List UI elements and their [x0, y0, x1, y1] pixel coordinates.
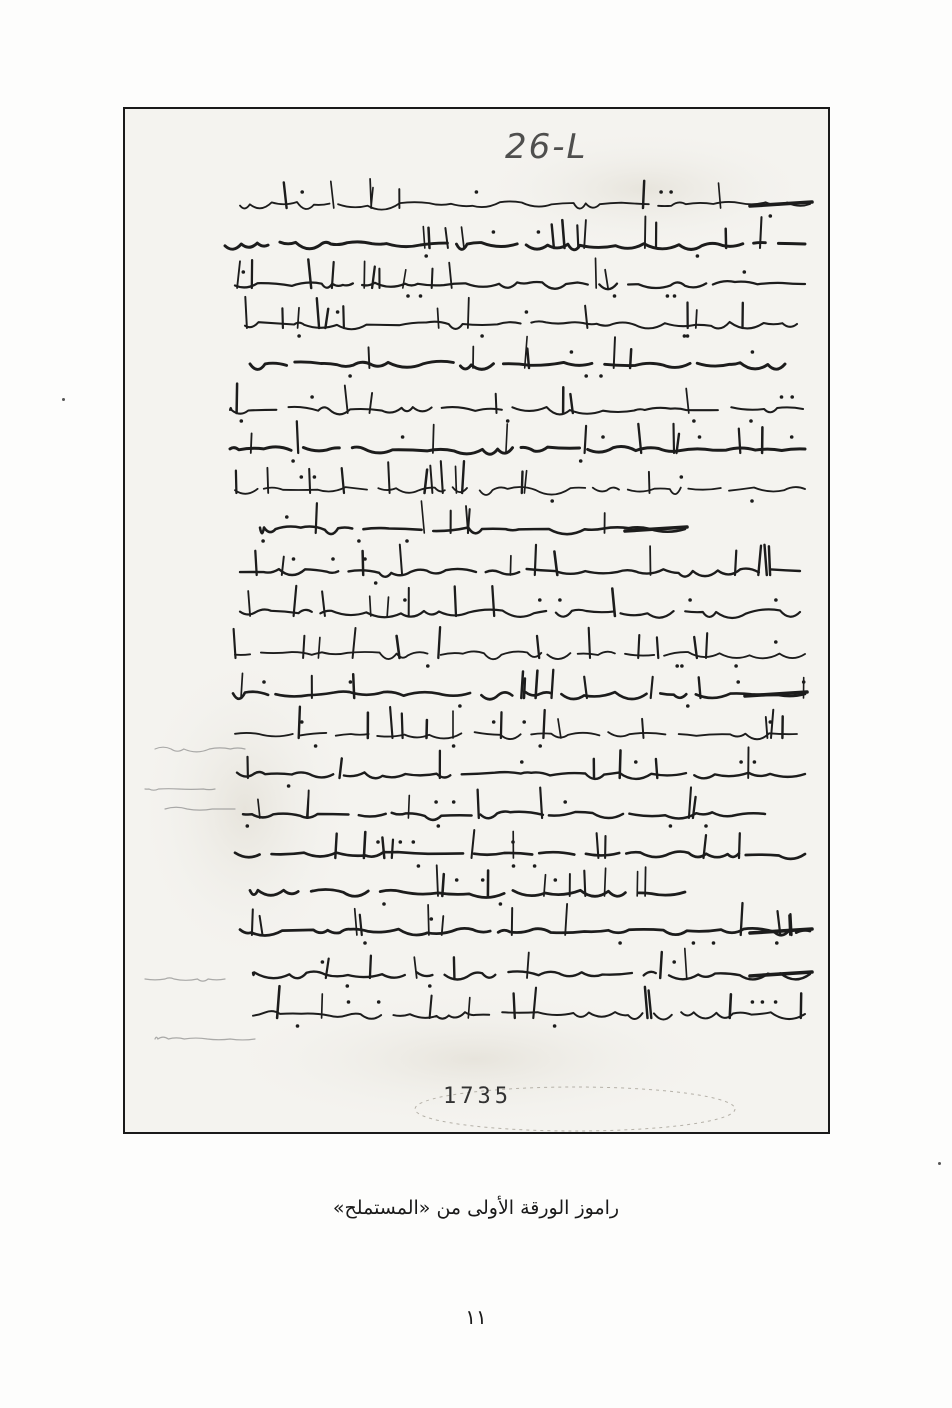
handwriting-dot — [618, 941, 622, 945]
handwriting-dot — [363, 557, 367, 561]
handwriting-dot — [455, 878, 459, 882]
handwriting-dot — [310, 395, 314, 399]
handwriting-stroke — [589, 628, 590, 658]
handwriting-stroke — [645, 217, 646, 249]
handwriting-stroke — [454, 957, 455, 978]
handwriting-dot — [750, 499, 754, 503]
handwriting-stroke — [642, 719, 643, 738]
handwriting-dot — [426, 664, 430, 668]
handwriting-stroke — [237, 384, 238, 413]
handwriting-dot — [686, 334, 690, 338]
handwriting-stroke — [252, 909, 253, 935]
handwriting-dot — [570, 350, 574, 354]
handwriting-stroke — [437, 865, 438, 896]
handwriting-dot — [348, 374, 352, 378]
handwriting-dot — [492, 230, 496, 234]
handwriting-dot — [313, 475, 317, 479]
handwriting-dot — [285, 515, 289, 519]
handwriting-dot — [802, 680, 806, 684]
handwriting-stroke — [468, 298, 469, 328]
handwriting-dot — [634, 760, 638, 764]
handwriting-dot — [749, 419, 753, 423]
handwriting-dot — [437, 824, 441, 828]
handwriting-dot — [554, 878, 558, 882]
handwriting-dot — [525, 310, 529, 314]
handwriting-dot — [558, 598, 562, 602]
handwriting-stroke — [364, 832, 365, 858]
handwriting-stroke — [769, 546, 770, 575]
handwriting-dot — [774, 1000, 778, 1004]
handwriting-stroke — [585, 426, 587, 453]
handwriting-dot — [696, 254, 700, 258]
handwriting-dot — [291, 459, 295, 463]
handwriting-dot — [382, 902, 386, 906]
handwriting-dot — [769, 214, 773, 218]
handwriting-stroke — [408, 795, 409, 818]
handwriting-dot — [300, 720, 304, 724]
handwriting-dot — [292, 557, 296, 561]
handwriting-stroke — [696, 310, 697, 328]
handwriting-stroke — [428, 905, 429, 935]
handwriting-stroke — [521, 672, 523, 699]
handwriting-dot — [511, 840, 515, 844]
handwriting-dot — [458, 704, 462, 708]
handwriting-stroke — [303, 636, 304, 658]
handwriting-dot — [775, 941, 779, 945]
handwriting-stroke — [510, 556, 511, 575]
handwriting-stroke — [739, 833, 740, 858]
handwriting-stroke — [535, 545, 536, 575]
figure-caption: راموز الورقة الأولى من «المستملح» — [332, 1197, 620, 1219]
handwriting-stroke — [282, 308, 283, 328]
handwriting-stroke — [353, 674, 354, 698]
handwriting-dot — [506, 419, 510, 423]
handwriting-dot — [512, 864, 516, 868]
handwriting-dot — [376, 840, 380, 844]
handwriting-stroke — [236, 471, 237, 493]
handwriting-dot — [686, 704, 690, 708]
handwriting-dot — [492, 720, 496, 724]
handwriting-dot — [673, 294, 677, 298]
handwriting-dot — [403, 598, 407, 602]
handwriting-stroke — [370, 956, 371, 978]
handwriting-stroke — [645, 867, 646, 896]
handwriting-dot — [751, 1000, 755, 1004]
handwriting-dot — [563, 800, 567, 804]
handwriting-dot — [475, 190, 479, 194]
handwriting-dot — [499, 902, 503, 906]
handwriting-dot — [336, 310, 340, 314]
handwriting-stroke — [251, 433, 252, 453]
handwriting-dot — [769, 720, 773, 724]
handwriting-stroke — [388, 462, 389, 493]
handwriting-dot — [734, 664, 738, 668]
handwriting-dot — [417, 864, 421, 868]
handwriting-dot — [424, 254, 428, 258]
handwriting-dot — [666, 294, 670, 298]
handwriting-dot — [774, 640, 778, 644]
manuscript-plate — [123, 107, 830, 1134]
handwriting-dot — [774, 598, 778, 602]
handwriting-stroke — [584, 871, 585, 896]
handwriting-dot — [314, 744, 318, 748]
handwriting-dot — [428, 984, 432, 988]
handwriting-stroke — [501, 712, 502, 738]
handwriting-dot — [601, 435, 605, 439]
handwriting-stroke — [363, 551, 364, 575]
handwriting-dot — [584, 374, 588, 378]
handwriting-stroke — [392, 840, 393, 858]
handwriting-stroke — [643, 181, 644, 208]
handwriting-stroke — [656, 759, 657, 778]
handwriting-stroke — [536, 671, 538, 698]
handwriting-dot — [520, 760, 524, 764]
page-number: ١١ — [465, 1305, 487, 1329]
handwriting-stroke — [660, 952, 662, 978]
handwriting-dot — [698, 435, 702, 439]
handwriting-dot — [736, 680, 740, 684]
handwriting-stroke — [522, 472, 523, 493]
handwriting-dot — [537, 230, 541, 234]
handwriting-dot — [712, 941, 716, 945]
handwriting-stroke — [335, 834, 336, 858]
handwriting-stroke — [605, 868, 606, 896]
handwriting-dot — [790, 435, 794, 439]
handwriting-stroke — [514, 993, 515, 1018]
handwriting-stroke — [433, 425, 434, 453]
handwriting-stroke — [322, 994, 323, 1018]
handwriting-stroke — [496, 394, 497, 413]
handwriting-dot — [780, 395, 784, 399]
manuscript-handwriting-image — [125, 109, 828, 1132]
handwriting-dot — [261, 539, 265, 543]
handwriting-dot — [349, 680, 353, 684]
handwriting-stroke — [730, 994, 731, 1018]
handwriting-stroke — [478, 790, 479, 818]
handwriting-dot — [751, 350, 755, 354]
handwriting-stroke — [657, 637, 658, 658]
handwriting-stroke — [432, 269, 433, 288]
shelfmark-number: 1735 — [443, 1084, 512, 1109]
handwriting-dot — [675, 664, 679, 668]
handwriting-stroke — [370, 596, 371, 616]
handwriting-stroke — [630, 349, 631, 368]
handwriting-dot — [481, 878, 485, 882]
handwriting-dot — [357, 539, 361, 543]
handwriting-stroke — [543, 710, 544, 738]
handwriting-stroke — [674, 424, 675, 453]
handwriting-dot — [538, 744, 542, 748]
handwriting-dot — [347, 1000, 351, 1004]
handwriting-dot — [579, 459, 583, 463]
handwriting-dot — [704, 824, 708, 828]
handwriting-stroke — [299, 707, 300, 738]
handwriting-stroke — [343, 306, 344, 328]
handwriting-stroke — [596, 258, 597, 288]
paper-speck — [62, 398, 65, 401]
handwriting-dot — [297, 334, 301, 338]
handwriting-dot — [672, 960, 676, 964]
handwriting-dot — [533, 864, 537, 868]
handwriting-stroke — [527, 349, 529, 368]
handwriting-stroke — [370, 179, 371, 208]
handwriting-stroke — [442, 874, 444, 896]
handwriting-dot — [680, 664, 684, 668]
handwriting-stroke — [297, 421, 298, 453]
handwriting-stroke — [455, 586, 456, 616]
handwriting-stroke — [255, 551, 256, 575]
handwriting-stroke — [316, 503, 317, 533]
handwriting-dot — [790, 395, 794, 399]
handwriting-stroke — [267, 468, 268, 493]
handwriting-stroke — [735, 551, 736, 575]
handwriting-dot — [399, 840, 403, 844]
handwriting-dot — [287, 784, 291, 788]
handwriting-dot — [363, 941, 367, 945]
handwriting-dot — [331, 557, 335, 561]
handwriting-dot — [739, 760, 743, 764]
handwriting-dot — [553, 1024, 557, 1028]
handwriting-dot — [452, 744, 456, 748]
handwriting-dot — [401, 435, 405, 439]
handwriting-dot — [296, 1024, 300, 1028]
handwriting-dot — [405, 539, 409, 543]
handwriting-stroke — [456, 466, 457, 493]
handwriting-stroke — [524, 679, 525, 699]
handwriting-dot — [522, 720, 526, 724]
folio-number: 26-L — [505, 127, 588, 167]
handwriting-stroke — [309, 469, 310, 493]
handwriting-dot — [300, 190, 304, 194]
handwriting-stroke — [438, 308, 439, 328]
handwriting-stroke — [638, 635, 639, 658]
handwriting-stroke — [369, 347, 370, 368]
handwriting-dot — [406, 294, 410, 298]
handwriting-stroke — [429, 228, 430, 248]
handwriting-dot — [761, 1000, 765, 1004]
handwriting-stroke — [402, 714, 403, 739]
handwriting-dot — [753, 760, 757, 764]
handwriting-dot — [300, 475, 304, 479]
handwriting-stroke — [649, 472, 650, 493]
handwriting-dot — [321, 960, 325, 964]
handwriting-dot — [262, 680, 266, 684]
handwriting-dot — [377, 1000, 381, 1004]
handwriting-dot — [246, 824, 250, 828]
handwriting-dot — [419, 294, 423, 298]
handwriting-dot — [599, 374, 603, 378]
handwriting-dot — [683, 334, 687, 338]
handwriting-dot — [659, 190, 663, 194]
handwriting-stroke — [620, 750, 621, 778]
handwriting-dot — [669, 190, 673, 194]
handwriting-dot — [688, 598, 692, 602]
handwriting-dot — [240, 419, 244, 423]
handwriting-dot — [613, 294, 617, 298]
handwriting-dot — [242, 270, 246, 274]
handwriting-dot — [434, 800, 438, 804]
handwriting-stroke — [614, 337, 615, 368]
handwriting-dot — [550, 499, 554, 503]
handwriting-dot — [374, 581, 378, 585]
handwriting-stroke — [577, 225, 578, 248]
handwriting-stroke — [706, 633, 707, 658]
handwriting-dot — [480, 334, 484, 338]
handwriting-stroke — [739, 429, 741, 453]
handwriting-dot — [412, 840, 416, 844]
handwriting-dot — [743, 270, 747, 274]
handwriting-dot — [430, 917, 434, 921]
handwriting-dot — [538, 598, 542, 602]
handwriting-dot — [692, 419, 696, 423]
handwriting-dot — [680, 475, 684, 479]
handwriting-dot — [452, 800, 456, 804]
handwriting-dot — [669, 824, 673, 828]
handwriting-dot — [346, 984, 350, 988]
handwriting-dot — [692, 941, 696, 945]
paper-speck — [938, 1162, 941, 1165]
